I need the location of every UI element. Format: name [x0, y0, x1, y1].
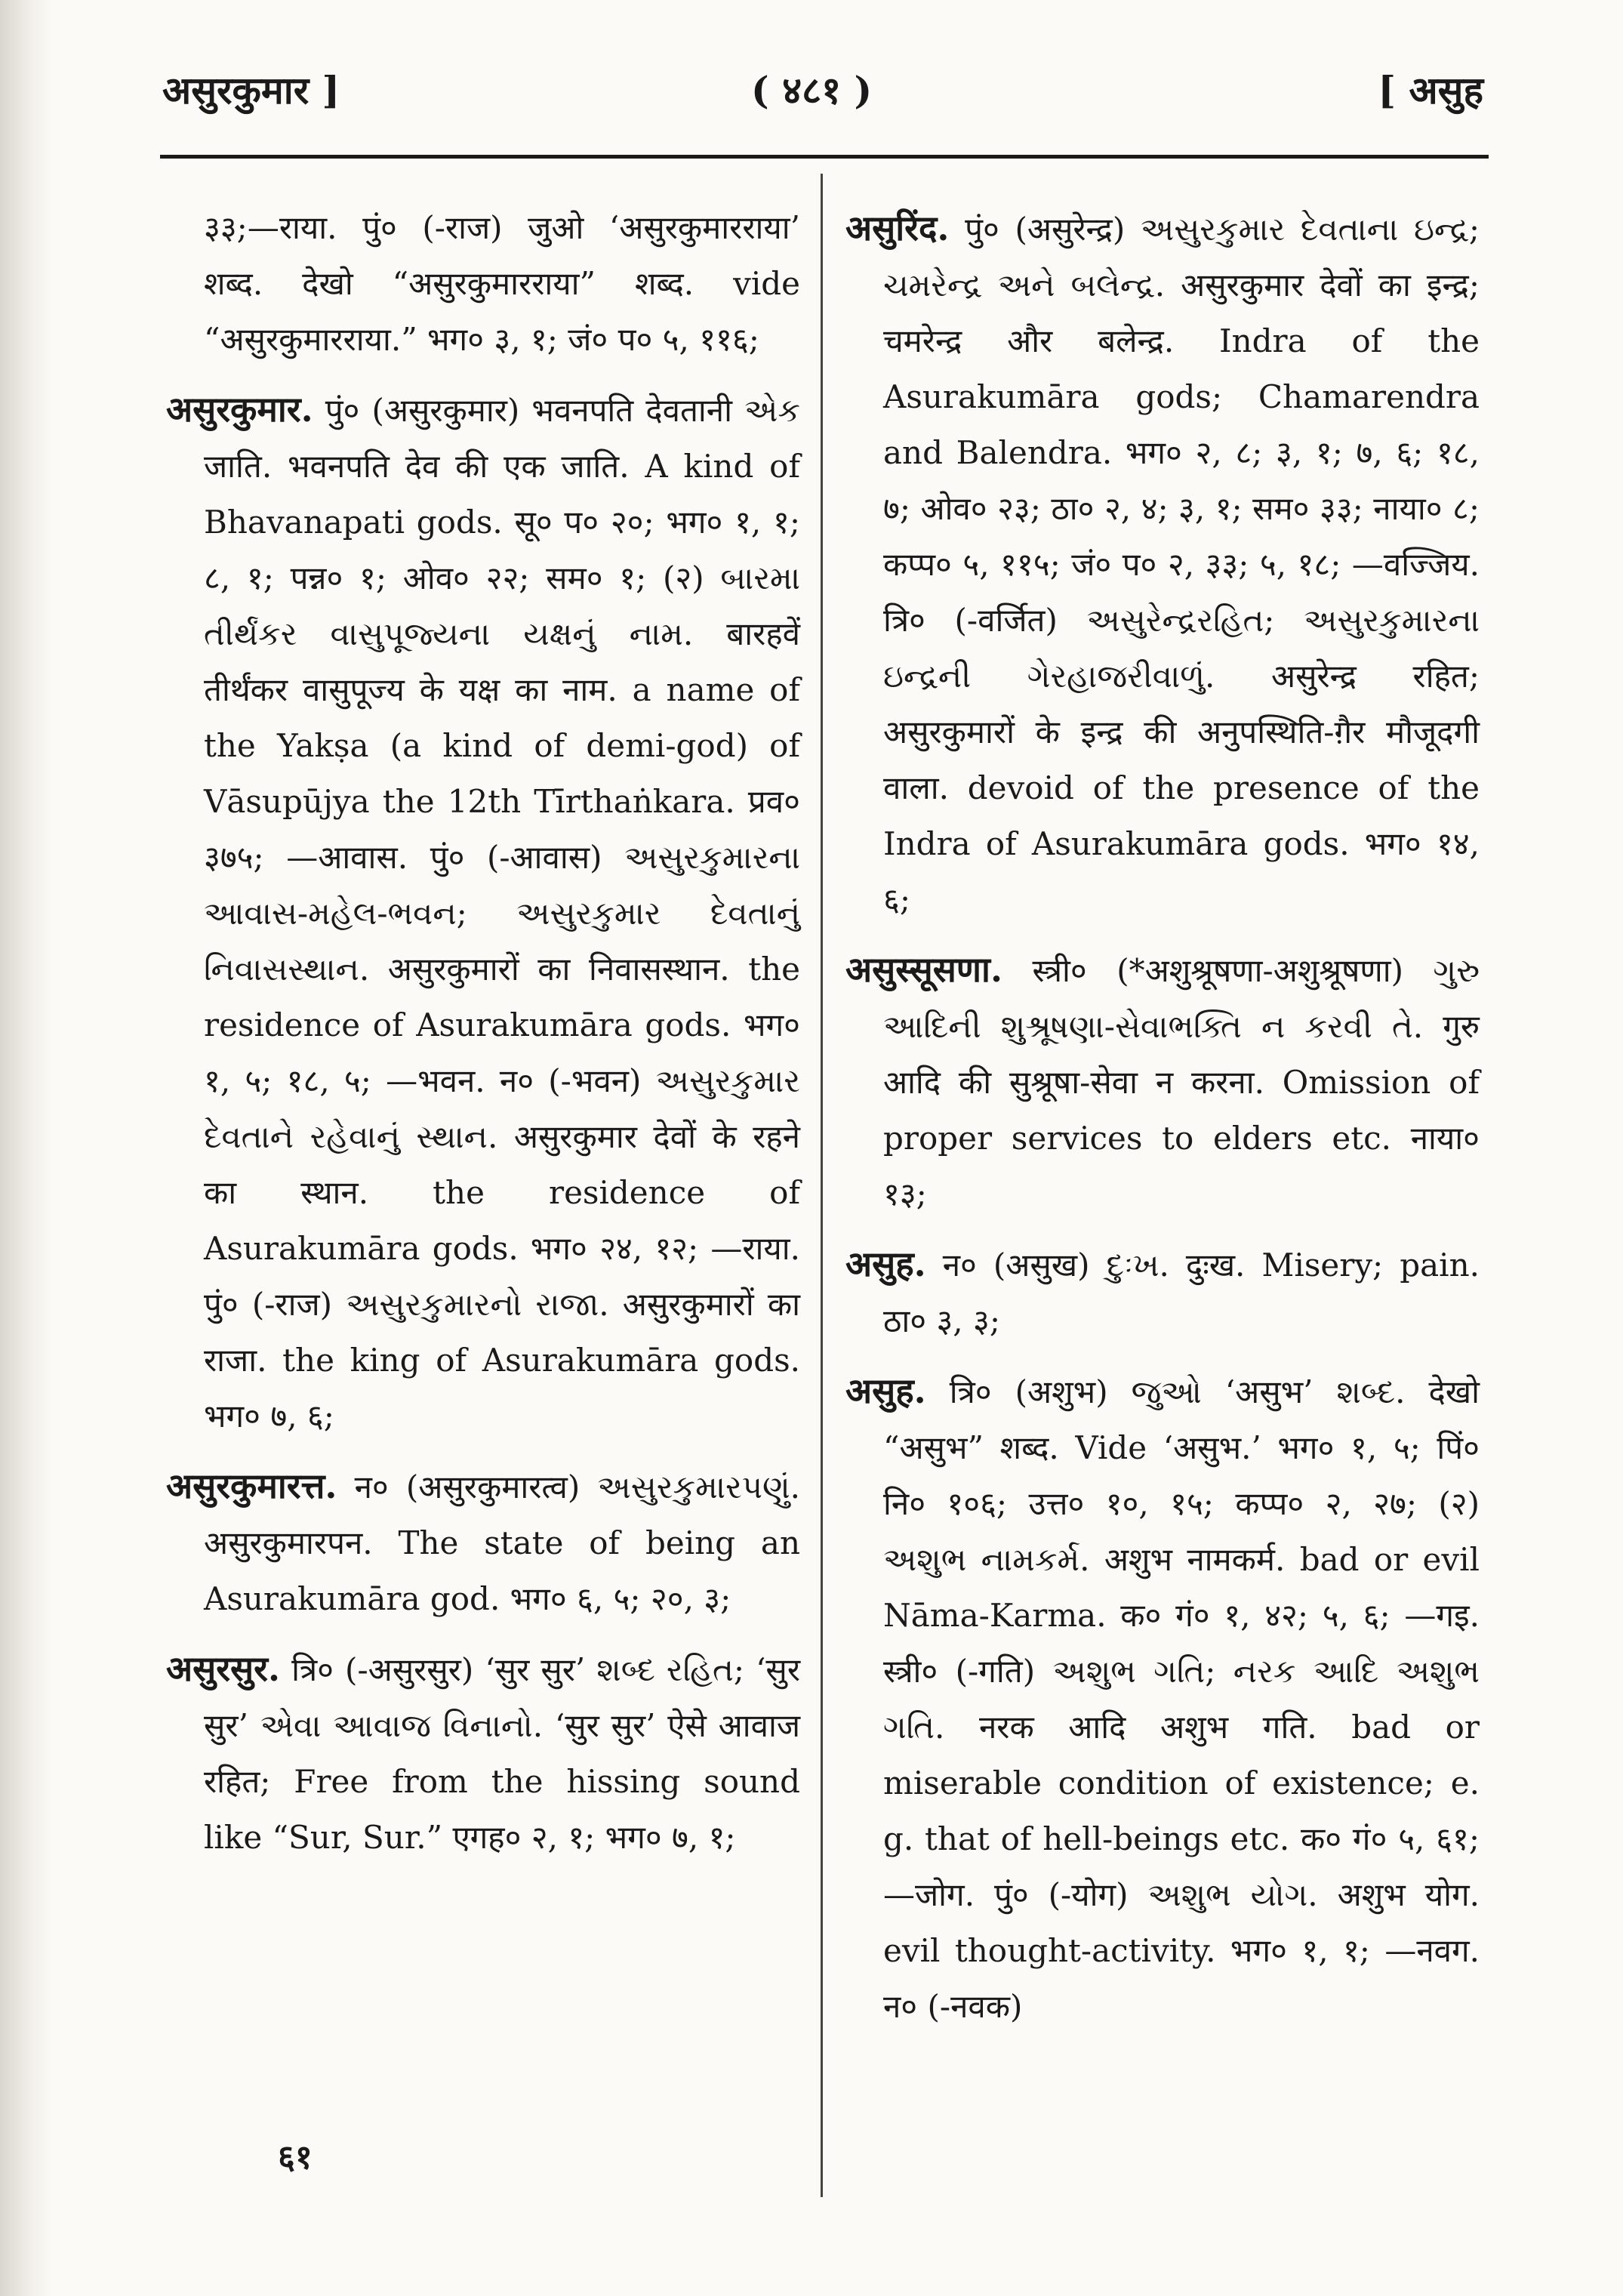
- column-divider: [821, 174, 823, 2197]
- left-column: [166, 200, 800, 1879]
- entry-body: न० (असुख) દુઃખ. दुःख. Misery; pain. ठा० ३, ३;: [883, 1247, 1480, 1339]
- signature-mark: ६१: [278, 2138, 313, 2177]
- entry-body: स्त्री० (*अशुश्रूषणा-अशुश्रूषणा) ગુરુ આદિની શુશ્રૂષણા-સેવાભક્તિ ન કરવી તે. गुरु आदि की सुश्रूषा-सेवा न करना. Omission of proper services to elders etc. नाया० १३;: [883, 952, 1480, 1213]
- dictionary-entry: [845, 1236, 1480, 1349]
- header-right-guideword: [ असुह: [1378, 68, 1483, 112]
- page-edge-shadow: [0, 0, 53, 2296]
- dictionary-entry: [166, 1641, 800, 1866]
- entry-headword: असुस्सूसणा.: [845, 949, 1002, 990]
- entry-headword: असुरिंद.: [845, 208, 950, 248]
- dictionary-entry: [845, 1363, 1480, 2035]
- dictionary-entry: [166, 381, 800, 1444]
- entry-body: त्रि० (अशुभ) જુઓ ‘असुभ’ શબ્દ. देखो “असुभ” शब्द. Vide ‘असुभ.’ भग० १, ५; पिं० नि० १०६; उत्त० १०, १५; कप्प० २, २७; (२) અશુભ નામકર્મ. अशुभ नामकर्म. bad or evil Nāma-Karma. क० गं० १, ४२; ५, ६; —गइ. स्त्री० (-गति) અશુભ ગતિ; નરક આદિ અશુભ ગતિ. नरक आदि अशुभ गति. bad or miserable condition of existence; e. g. that of hell-beings etc. क० गं० ५, ६१; —जोग. पुं० (-योग) અશુભ યોગ. अशुभ योग. evil thought-activity. भग० १, १; —नवग. न० (-नवक): [883, 1373, 1480, 2025]
- entry-body: त्रि० (-असुरसुर) ‘सुर सुर’ શબ્દ રહિત; ‘सुर सुर’ એવા આવાજ વિનાનો. ‘सुर सुर’ ऐसे आवाज रहित; Free from the hissing sound like “Sur, Sur.” एगह० २, १; भग० ७, १;: [204, 1651, 800, 1856]
- dictionary-entry: [166, 1458, 800, 1627]
- entry-headword: असुरकुमार.: [166, 389, 313, 430]
- right-column: [845, 200, 1480, 2048]
- dictionary-entry: [845, 200, 1480, 928]
- entry-body: पुं० (असुरेन्द्र) અસુરકુમાર દેવતાના ઇન્દ્ર; ચમરેન્દ્ર અને બલેન્દ્ર. असुरकुमार देवों का इन्द्र; चमरेन्द्र और बलेन्द्र. Indra of the Asurakumāra gods; Chamarendra and Balendra. भग० २, ८; ३, १; ७, ६; १८, ७; ओव० २३; ठा० २, ४; ३, १; सम० ३३; नाया० ८; कप्प० ५, ११५; जं० प० २, ३३; ५, १८; —वज्जिय. त्रि० (-वर्जित) અસુરેન્દ્રરહિત; અસુરકુમારના ઇન્દ્રની ગેરહાજરીવાળું. असुरेन्द्र रहित; असुरकुमारों के इन्द्र की अनुपस्थिति-ग़ैर मौजूदगी वाला. devoid of the presence of the Indra of Asurakumāra gods. भग० १४, ६;: [883, 211, 1480, 918]
- entry-body: न० (असुरकुमारत्व) અસુરકુમારપણું. असुरकुमारपन. The state of being an Asurakumāra god. भग० ६, ५; २०, ३;: [204, 1469, 800, 1617]
- entry-body: पुं० (असुरकुमार) भवनपति देवतानी એક जाति. भवनपति देव की एक जाति. A kind of Bhavanapati gods. सू० प० २०; भग० १, १; ८, १; पन्न० १; ओव० २२; सम० १; (२) બારમા તીર્થંકર વાસુપૂજ્યના યક્ષનું નામ. बारहवें तीर्थंकर वासुपूज्य के यक्ष का नाम. a name of the Yakṣa (a kind of demi-god) of Vāsupūjya the 12th Tīrthaṅkara. प्रव० ३७५; —आवास. पुं० (-आवास) અસુરકુમારના આવાસ-મહેલ-ભવન; અસુરકુમાર દેવતાનું નિવાસસ્થાન. असुरकुमारों का निवासस्थान. the residence of Asurakumāra gods. भग० १, ५; १८, ५; —भवन. न० (-भवन) અસુરકુમાર દેવતાને રહેવાનું સ્થાન. असुरकुमार देवों के रहने का स्थान. the residence of Asurakumāra gods. भग० २४, १२; —राया. पुं० (-राज) અસુરકુમારનો રાજા. असुरकुमारों का राजा. the king of Asurakumāra gods. भग० ७, ६;: [204, 392, 800, 1435]
- entry-headword: असुह.: [845, 1244, 926, 1284]
- page-header: [162, 63, 1483, 131]
- header-rule: [160, 155, 1489, 159]
- entry-headword: असुरकुमारत्त.: [166, 1465, 337, 1506]
- continuation-text: ३३;—राया. पुं० (-राज) जुओ ‘असुरकुमारराया’ शब्द. देखो “असुरकुमारराया” शब्द. vide “असुरकुमारराया.” भग० ३, १; जं० प० ५, ११६;: [204, 209, 800, 358]
- header-page-number: ( ४८१ ): [751, 68, 873, 112]
- header-left-guideword: असुरकुमार ]: [162, 68, 340, 112]
- entry-headword: असुरसुर.: [166, 1648, 280, 1689]
- entry-headword: असुह.: [845, 1370, 926, 1411]
- dictionary-entry: [845, 942, 1480, 1222]
